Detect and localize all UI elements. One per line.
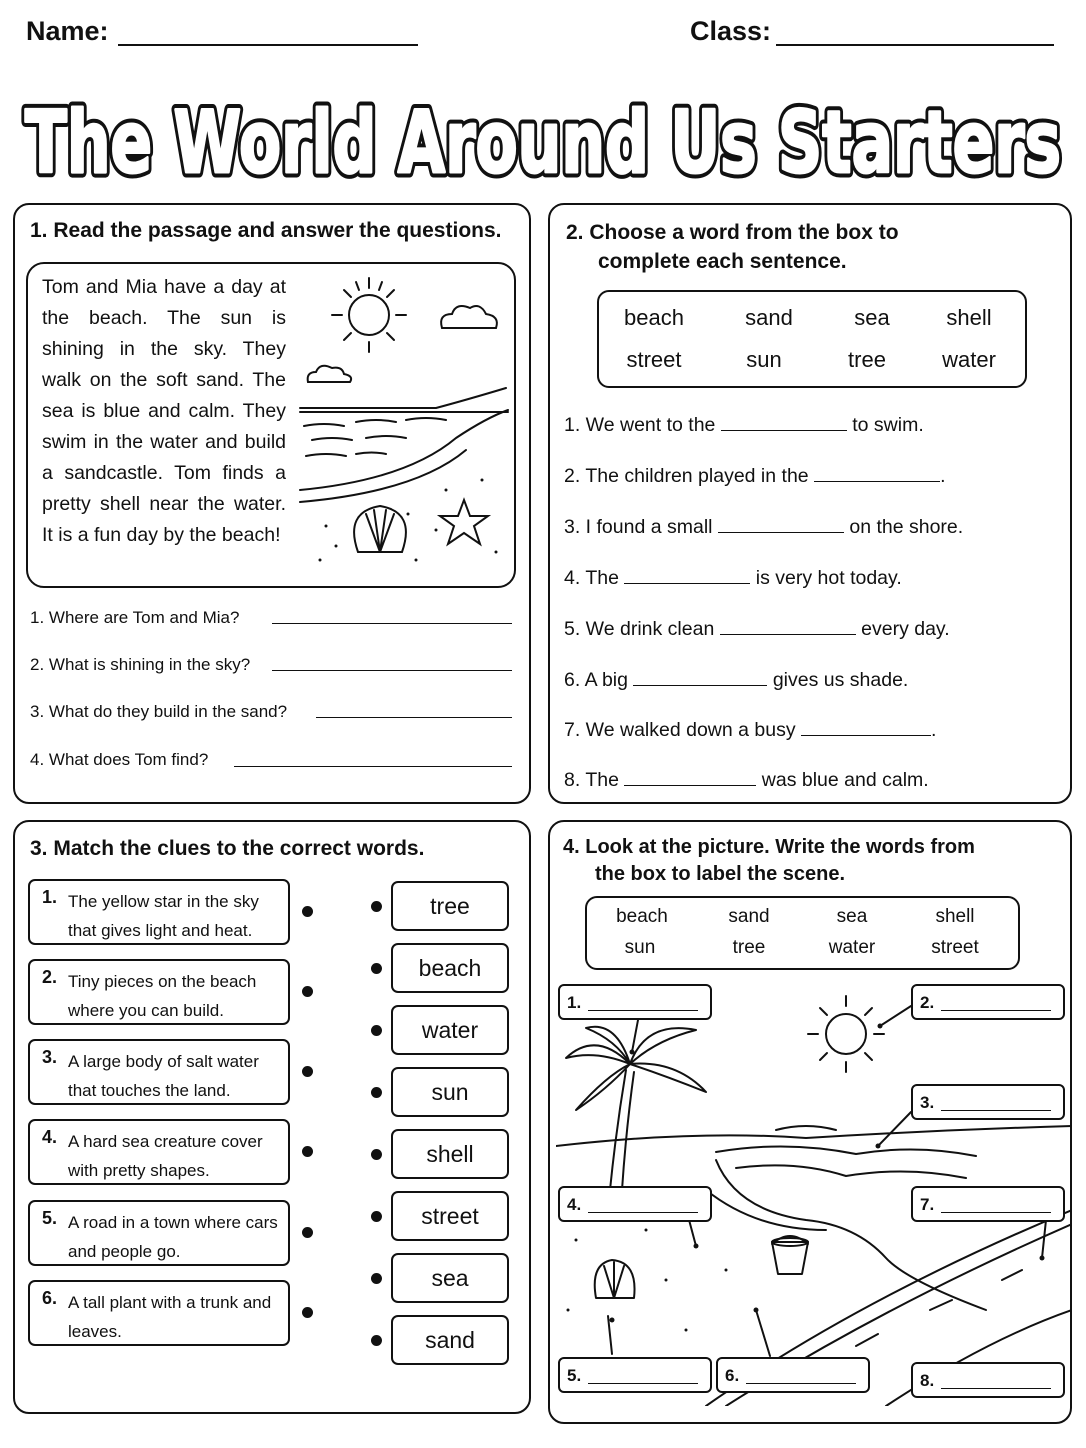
beach-illustration bbox=[296, 270, 512, 576]
scene-label-3[interactable] bbox=[911, 1084, 1065, 1120]
section3-heading-text: Match the clues to the correct words. bbox=[53, 837, 425, 860]
answer-word-card[interactable]: water bbox=[391, 1005, 509, 1055]
q1-answer-line[interactable] bbox=[272, 623, 512, 624]
sun-icon bbox=[808, 996, 884, 1072]
bucket-icon bbox=[772, 1236, 808, 1274]
answer-match-dot[interactable] bbox=[371, 1211, 382, 1222]
label-number: 6. bbox=[725, 1366, 740, 1385]
sentence-7 bbox=[564, 717, 936, 742]
answer-word-card[interactable]: beach bbox=[391, 943, 509, 993]
label-number: 3. bbox=[920, 1093, 935, 1112]
q3-question: 3. What do they build in the sand? bbox=[30, 702, 288, 721]
clue-text: A hard sea creature cover with pretty shapes. bbox=[68, 1132, 263, 1180]
section2-heading-line1: Choose a word from the box to bbox=[589, 221, 899, 244]
word-box-item: tree bbox=[732, 937, 766, 958]
section4-heading bbox=[563, 834, 975, 888]
sentence-text: 5. We drink clean bbox=[564, 618, 715, 640]
word-box-item: water bbox=[942, 347, 996, 372]
sentence-text: gives us shade. bbox=[772, 669, 909, 691]
clue-text: A large body of salt water that touches the land. bbox=[68, 1052, 259, 1100]
page-title-text: The World Around Us Starters bbox=[25, 93, 1061, 193]
sentence-text: every day. bbox=[861, 618, 950, 640]
sentence-blank[interactable] bbox=[624, 767, 756, 786]
sentence-text: 3. I found a small bbox=[564, 516, 713, 538]
answer-match-dot[interactable] bbox=[371, 1335, 382, 1346]
scene-label-6[interactable] bbox=[716, 1357, 870, 1393]
passage-text: Tom and Mia have a day at the beach. The sun is shining in the sky. They walk on the soft sand. The sea is blue and calm. They swim in the water and build a sandcastle. Tom finds a pretty shell near the water. It is a fun day by the beach! bbox=[42, 276, 286, 546]
sentence-blank[interactable] bbox=[814, 463, 940, 482]
label-answer-line[interactable] bbox=[941, 1388, 1051, 1389]
clue-text: A tall plant with a trunk and leaves. bbox=[68, 1293, 272, 1341]
scene-label-7[interactable] bbox=[911, 1186, 1065, 1222]
clue-card bbox=[28, 1200, 290, 1266]
sentence-5 bbox=[564, 616, 950, 641]
sentence-blank[interactable] bbox=[721, 412, 847, 431]
sentence-blank[interactable] bbox=[801, 717, 931, 736]
word-box-item: sun bbox=[746, 347, 782, 372]
clue-number: 6. bbox=[42, 1288, 58, 1308]
sentence-text: . bbox=[940, 465, 946, 487]
clue-text: The yellow star in the sky that gives light and heat. bbox=[68, 892, 259, 940]
clue-card bbox=[28, 1280, 290, 1346]
label-number: 8. bbox=[920, 1371, 935, 1390]
label-number: 1. bbox=[567, 993, 582, 1012]
sentence-6 bbox=[564, 667, 908, 692]
word-box-item: street bbox=[626, 347, 682, 372]
word-box-item: street bbox=[931, 937, 979, 958]
class-field[interactable] bbox=[776, 44, 1054, 46]
label-answer-line[interactable] bbox=[588, 1383, 698, 1384]
page-title-fill: The World Around Us Starters bbox=[25, 93, 1061, 193]
clue-number: 1. bbox=[42, 887, 58, 907]
sentence-blank[interactable] bbox=[720, 616, 856, 635]
answer-word-card[interactable]: street bbox=[391, 1191, 509, 1241]
label-answer-line[interactable] bbox=[588, 1212, 698, 1213]
label-number: 7. bbox=[920, 1195, 935, 1214]
clue-number: 4. bbox=[42, 1127, 58, 1147]
clue-match-dot[interactable] bbox=[302, 906, 313, 917]
answer-word-card[interactable]: sun bbox=[391, 1067, 509, 1117]
word-box-item: tree bbox=[848, 347, 886, 372]
sentence-text: 6. A big bbox=[564, 669, 628, 691]
q2-question: 2. What is shining in the sky? bbox=[30, 655, 251, 674]
word-box-item: shell bbox=[935, 906, 975, 927]
label-answer-line[interactable] bbox=[746, 1383, 856, 1384]
pointer-line bbox=[632, 1020, 638, 1052]
name-label: Name: bbox=[26, 16, 109, 46]
q2-answer-line[interactable] bbox=[272, 670, 512, 671]
cloud-icon bbox=[308, 366, 351, 382]
sentence-text: . bbox=[931, 719, 937, 741]
sentence-text: to swim. bbox=[852, 414, 924, 436]
word-box-item: beach bbox=[616, 906, 668, 927]
sentence-text: 2. The children played in the bbox=[564, 465, 809, 487]
starfish-icon bbox=[440, 500, 488, 544]
section4-number: 4. bbox=[563, 836, 580, 858]
q4-question: 4. What does Tom find? bbox=[30, 750, 209, 769]
clue-match-dot[interactable] bbox=[302, 1227, 313, 1238]
answer-word-card[interactable]: tree bbox=[391, 881, 509, 931]
word-box-item: sun bbox=[624, 937, 656, 958]
sentence-8 bbox=[564, 767, 929, 792]
answer-word-card[interactable]: sand bbox=[391, 1315, 509, 1365]
answer-match-dot[interactable] bbox=[371, 1025, 382, 1036]
clue-match-dot[interactable] bbox=[302, 1146, 313, 1157]
clue-card bbox=[28, 1119, 290, 1185]
pointer-line bbox=[880, 1006, 911, 1026]
section2-heading bbox=[566, 218, 899, 276]
sentence-3 bbox=[564, 514, 963, 539]
scene-label-5[interactable] bbox=[558, 1357, 712, 1393]
sun-icon bbox=[349, 295, 389, 335]
answer-word-card[interactable]: sea bbox=[391, 1253, 509, 1303]
clue-match-dot[interactable] bbox=[302, 1307, 313, 1318]
sentence-text: on the shore. bbox=[849, 516, 964, 538]
answer-match-dot[interactable] bbox=[371, 1087, 382, 1098]
clue-number: 2. bbox=[42, 967, 58, 987]
sentence-text: 4. The bbox=[564, 567, 619, 589]
section3-heading bbox=[30, 834, 424, 863]
word-box-item: sand bbox=[745, 305, 793, 330]
section2-number: 2. bbox=[566, 221, 584, 244]
label-number: 5. bbox=[567, 1366, 582, 1385]
q4-answer-line[interactable] bbox=[234, 766, 512, 767]
pointer-line bbox=[1042, 1220, 1046, 1258]
section1-number: 1. bbox=[30, 219, 48, 242]
scene-label-4[interactable] bbox=[558, 1186, 712, 1222]
class-label: Class: bbox=[690, 16, 772, 46]
sentence-text: was blue and calm. bbox=[761, 769, 929, 791]
sentence-blank[interactable] bbox=[624, 565, 750, 584]
word-box-item: shell bbox=[946, 305, 992, 330]
label-answer-line[interactable] bbox=[588, 1010, 698, 1011]
scene-label-8[interactable] bbox=[911, 1362, 1065, 1398]
label-answer-line[interactable] bbox=[941, 1212, 1051, 1213]
answer-match-dot[interactable] bbox=[371, 963, 382, 974]
pointer-line bbox=[878, 1112, 911, 1146]
clue-text: A road in a town where cars and people go. bbox=[68, 1213, 278, 1261]
clue-text: Tiny pieces on the beach where you can build. bbox=[68, 972, 257, 1020]
clue-card bbox=[28, 879, 290, 945]
clue-match-dot[interactable] bbox=[302, 986, 313, 997]
clue-number: 3. bbox=[42, 1047, 58, 1067]
sentence-text: 7. We walked down a busy bbox=[564, 719, 796, 741]
section1-heading bbox=[30, 216, 502, 245]
scene-label-1[interactable] bbox=[558, 984, 712, 1020]
palm-tree-icon bbox=[566, 1027, 706, 1190]
sentence-text: is very hot today. bbox=[755, 567, 902, 589]
cloud-icon bbox=[441, 306, 497, 328]
answer-match-dot[interactable] bbox=[371, 1273, 382, 1284]
sentence-blank[interactable] bbox=[633, 667, 767, 686]
sentence-text: 1. We went to the bbox=[564, 414, 716, 436]
clue-number: 5. bbox=[42, 1208, 58, 1228]
word-box-item: water bbox=[828, 937, 876, 958]
label-answer-line[interactable] bbox=[941, 1010, 1051, 1011]
word-box-item: sea bbox=[854, 305, 890, 330]
answer-match-dot[interactable] bbox=[371, 901, 382, 912]
sentence-2 bbox=[564, 463, 945, 488]
answer-word-card[interactable]: shell bbox=[391, 1129, 509, 1179]
name-field[interactable] bbox=[118, 44, 418, 46]
section2-heading-line2: complete each sentence. bbox=[598, 250, 847, 273]
word-box-item: sand bbox=[728, 906, 770, 927]
q1-question: 1. Where are Tom and Mia? bbox=[30, 608, 240, 627]
pointer-line bbox=[756, 1310, 770, 1356]
clue-card bbox=[28, 1039, 290, 1105]
section1-heading-text: Read the passage and answer the questions. bbox=[53, 219, 502, 242]
word-box-item: beach bbox=[624, 305, 684, 330]
section3-number: 3. bbox=[30, 837, 48, 860]
clue-card bbox=[28, 959, 290, 1025]
sentence-blank[interactable] bbox=[718, 514, 844, 533]
sentence-4 bbox=[564, 565, 902, 590]
section4-heading-line1: Look at the picture. Write the words from bbox=[585, 836, 975, 858]
sentence-text: 8. The bbox=[564, 769, 619, 791]
clue-match-dot[interactable] bbox=[302, 1066, 313, 1077]
answer-match-dot[interactable] bbox=[371, 1149, 382, 1160]
label-number: 4. bbox=[567, 1195, 582, 1214]
page-title bbox=[0, 70, 1086, 200]
scene-label-2[interactable] bbox=[911, 984, 1065, 1020]
q3-answer-line[interactable] bbox=[316, 717, 512, 718]
label-number: 2. bbox=[920, 993, 935, 1012]
sentence-1 bbox=[564, 412, 924, 437]
section4-heading-line2: the box to label the scene. bbox=[595, 863, 846, 885]
label-answer-line[interactable] bbox=[941, 1110, 1051, 1111]
word-box-item: sea bbox=[836, 906, 868, 927]
